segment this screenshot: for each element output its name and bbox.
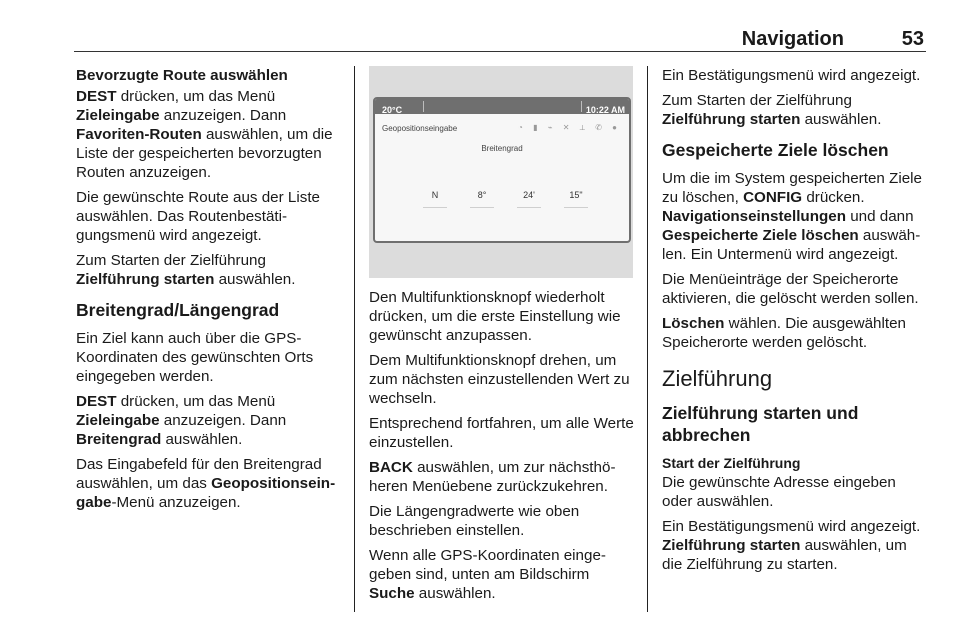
screenshot-figure	[369, 66, 633, 278]
paragraph: Ein Bestätigungsmenü wird angezeigt. Zielführung starten auswählen, um die Zielführung zu starten.	[662, 518, 921, 573]
paragraph: Zum Starten der Zielführung Zielführung starten auswählen.	[76, 252, 296, 288]
column-3	[662, 66, 928, 580]
paragraph: Ein Bestätigungsmenü wird angezeigt.	[662, 67, 921, 84]
keyword: Suche	[369, 585, 415, 602]
heading-bevorzugte-route: Bevorzugte Route auswählen	[76, 67, 288, 84]
coordinate-field-degrees[interactable]: 8°	[470, 186, 494, 208]
heading-zielfuehrung: Zielführung	[662, 366, 773, 391]
status-divider	[423, 101, 424, 112]
keyword: Zielführung starten	[662, 111, 801, 128]
coordinate-field-minutes[interactable]: 24'	[517, 186, 541, 208]
keyword: Zieleingabe	[76, 412, 160, 429]
screen-title: Geopositionseingabe	[382, 124, 458, 133]
paragraph: DEST drücken, um das Menü Zieleingabe anzuzeigen. Dann Breitengrad auswählen.	[76, 393, 287, 448]
paragraph: DEST drücken, um das Menü Zieleingabe anzuzeigen. Dann Favoriten-Routen auswählen, um die Liste der gespeicherten bevorzugten Routen anzuzeigen.	[76, 88, 333, 181]
column-divider-2	[647, 66, 648, 612]
keyword: Favoriten-Routen	[76, 126, 202, 143]
infotainment-screen	[373, 97, 631, 243]
screen-subtitle: Breitengrad	[481, 144, 523, 153]
heading-start-zielfuehrung: Start der Zielführung	[662, 455, 801, 471]
paragraph: Die Längengradwerte wie oben beschrieben einstellen.	[369, 503, 580, 539]
status-bar	[375, 99, 629, 114]
paragraph: Dem Multifunktionsknopf drehen, um zum nächsten einzustellenden Wert zu wechseln.	[369, 352, 630, 407]
column-divider-1	[354, 66, 355, 612]
status-icons: ◔ ▮ ⌁ ✕ ⟂ ✆ ●	[518, 123, 621, 132]
keyword: DEST	[76, 88, 117, 105]
keyword: Zielführung starten	[662, 537, 801, 554]
page-number: 53	[901, 28, 924, 50]
status-divider	[581, 101, 582, 112]
column-1	[76, 66, 344, 518]
header-rule	[74, 51, 926, 52]
paragraph: Den Multifunktionsknopf wiederholt drücken, um die erste Einstellung wie gewünscht anzupassen.	[369, 289, 621, 344]
keyword: Löschen	[662, 315, 725, 332]
keyword: DEST	[76, 393, 117, 410]
paragraph: Zum Starten der Zielführung Zielführung starten auswählen.	[662, 92, 882, 128]
paragraph: Löschen wählen. Die ausgewählten Speicherorte werden gelöscht.	[662, 315, 906, 351]
heading-breitengrad: Breitengrad/Längengrad	[76, 300, 280, 320]
section-title: Navigation	[741, 28, 844, 50]
heading-zielfuehrung-starten: Zielführung starten und abbrechen	[662, 403, 859, 445]
keyword: Zielführung starten	[76, 271, 215, 288]
column-2	[369, 66, 635, 609]
keyword: Zieleingabe	[76, 107, 160, 124]
paragraph: Ein Ziel kann auch über die GPS-Koordinaten des gewünschten Orts eingegeben werden.	[76, 330, 314, 385]
coordinate-field-seconds[interactable]: 15"	[564, 186, 588, 208]
paragraph: Entsprechend fortfahren, um alle Werte einzustellen.	[369, 415, 634, 451]
paragraph: Um die im System gespeicherten Ziele zu löschen, CONFIG drücken. Navigationseinstellungen und dann Gespeicherte Ziele löschen auswählen. Ein Untermenü wird angezeigt.	[662, 170, 922, 263]
coordinate-field-hemisphere[interactable]: N	[423, 186, 447, 208]
paragraph: Die gewünschte Adresse eingeben oder auswählen.	[662, 474, 896, 510]
paragraph: Wenn alle GPS-Koordinaten eingegeben sind, unten am Bildschirm Suche auswählen.	[369, 547, 606, 602]
keyword: BACK	[369, 459, 413, 476]
keyword: CONFIG	[743, 189, 803, 206]
page-header	[74, 22, 926, 52]
paragraph: Die Menüeinträge der Speicherorte aktivieren, die gelöscht werden sollen.	[662, 271, 919, 307]
keyword: Navigationseinstellungen	[662, 208, 846, 225]
clock-readout: 10:22 AM	[585, 105, 625, 115]
paragraph: Das Eingabefeld für den Breitengrad auswählen, um das Geopositionseingabe-Menü anzuzeigen.	[76, 456, 336, 511]
keyword: Geopositionseingabe	[76, 475, 336, 511]
heading-gespeicherte-ziele: Gespeicherte Ziele löschen	[662, 140, 889, 160]
temperature-readout: 20°C	[382, 105, 403, 115]
paragraph: BACK auswählen, um zur nächsthöheren Menüebene zurückzukehren.	[369, 459, 616, 495]
paragraph: Die gewünschte Route aus der Liste auswählen. Das Routenbestätigungsmenü wird angezeigt.	[76, 189, 320, 244]
keyword: Breitengrad	[76, 431, 162, 448]
keyword: Gespeicherte Ziele löschen	[662, 227, 859, 244]
